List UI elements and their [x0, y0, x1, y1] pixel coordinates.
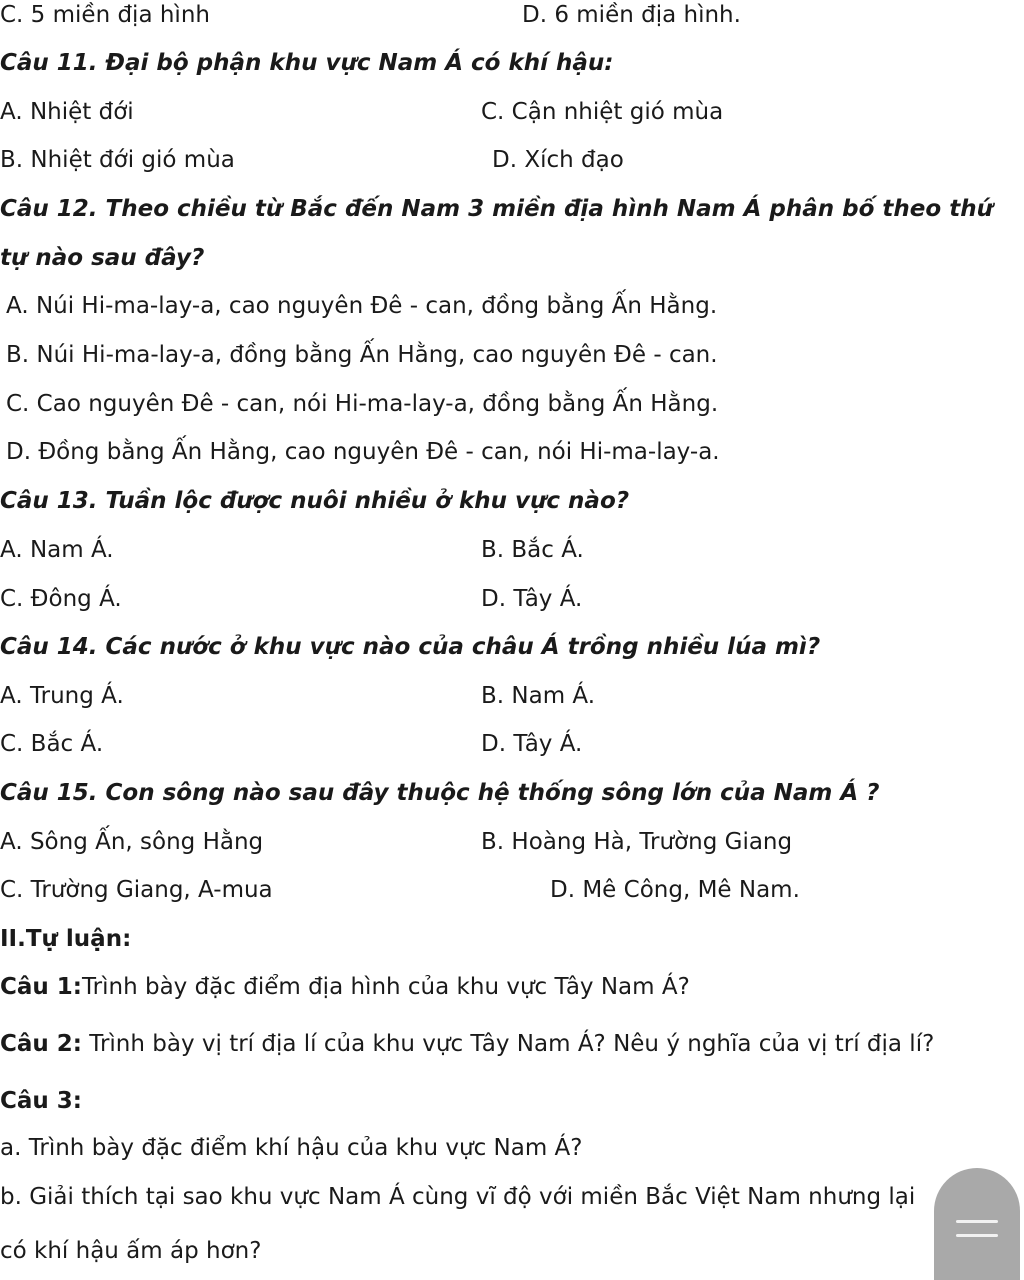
- q11-option-b: B. Nhiệt đới gió mùa: [0, 147, 235, 173]
- q15-option-d: D. Mê Công, Mê Nam.: [550, 877, 800, 903]
- q13-option-c: C. Đông Á.: [0, 586, 122, 612]
- q13-option-a: A. Nam Á.: [0, 537, 114, 563]
- q11-option-c: C. Cận nhiệt gió mùa: [481, 99, 724, 125]
- q11-option-d: D. Xích đạo: [492, 147, 624, 173]
- q13-option-b: B. Bắc Á.: [481, 537, 584, 563]
- question-14: Câu 14. Các nước ở khu vực nào của châu Á trồng nhiều lúa mì?: [0, 634, 821, 660]
- q15-option-b: B. Hoàng Hà, Trường Giang: [481, 829, 793, 855]
- option-d-prev: D. 6 miền địa hình.: [522, 2, 741, 28]
- essay-q3-part-b-line2: có khí hậu ấm áp hơn?: [0, 1238, 262, 1264]
- question-11: Câu 11. Đại bộ phận khu vực Nam Á có khí hậu:: [0, 50, 614, 76]
- question-12-line2: tự nào sau đây?: [0, 245, 205, 271]
- q12-option-a: A. Núi Hi-ma-lay-a, cao nguyên Đê - can, đồng bằng Ấn Hằng.: [6, 293, 718, 319]
- question-13: Câu 13. Tuần lộc được nuôi nhiều ở khu vực nào?: [0, 488, 630, 514]
- option-c-prev: C. 5 miền địa hình: [0, 2, 210, 28]
- scroll-handle[interactable]: [934, 1168, 1020, 1280]
- essay-q2-text: Trình bày vị trí địa lí của khu vực Tây Nam Á? Nêu ý nghĩa của vị trí địa lí?: [81, 1031, 935, 1057]
- q13-option-d: D. Tây Á.: [481, 586, 583, 612]
- essay-q3-label: Câu 3:: [0, 1088, 82, 1114]
- q12-option-c: C. Cao nguyên Đê - can, nói Hi-ma-lay-a, đồng bằng Ấn Hằng.: [6, 391, 719, 417]
- q15-option-a: A. Sông Ấn, sông Hằng: [0, 829, 264, 855]
- essay-heading: II.Tự luận:: [0, 926, 132, 952]
- q11-option-a: A. Nhiệt đới: [0, 99, 134, 125]
- q15-option-c: C. Trường Giang, A-mua: [0, 877, 273, 903]
- q12-option-d: D. Đồng bằng Ấn Hằng, cao nguyên Đê - can, nói Hi-ma-lay-a.: [6, 439, 720, 465]
- q14-option-d: D. Tây Á.: [481, 731, 583, 757]
- question-15: Câu 15. Con sông nào sau đây thuộc hệ thống sông lớn của Nam Á ?: [0, 780, 880, 806]
- q14-option-c: C. Bắc Á.: [0, 731, 104, 757]
- essay-q2-label: Câu 2:: [0, 1031, 82, 1057]
- q14-option-a: A. Trung Á.: [0, 683, 124, 709]
- essay-question-2: [0, 1029, 934, 1059]
- essay-question-1: [0, 972, 690, 1002]
- essay-q3-part-b-line1: b. Giải thích tại sao khu vực Nam Á cùng vĩ độ với miền Bắc Việt Nam nhưng lại: [0, 1184, 916, 1210]
- essay-q3-part-a: a. Trình bày đặc điểm khí hậu của khu vực Nam Á?: [0, 1135, 583, 1161]
- essay-q1-label: Câu 1:: [0, 974, 82, 1000]
- question-12-line1: Câu 12. Theo chiều từ Bắc đến Nam 3 miền địa hình Nam Á phân bố theo thứ: [0, 196, 993, 222]
- essay-q1-text: Trình bày đặc điểm địa hình của khu vực Tây Nam Á?: [81, 974, 690, 1000]
- q12-option-b: B. Núi Hi-ma-lay-a, đồng bằng Ấn Hằng, cao nguyên Đê - can.: [6, 342, 718, 368]
- q14-option-b: B. Nam Á.: [481, 683, 596, 709]
